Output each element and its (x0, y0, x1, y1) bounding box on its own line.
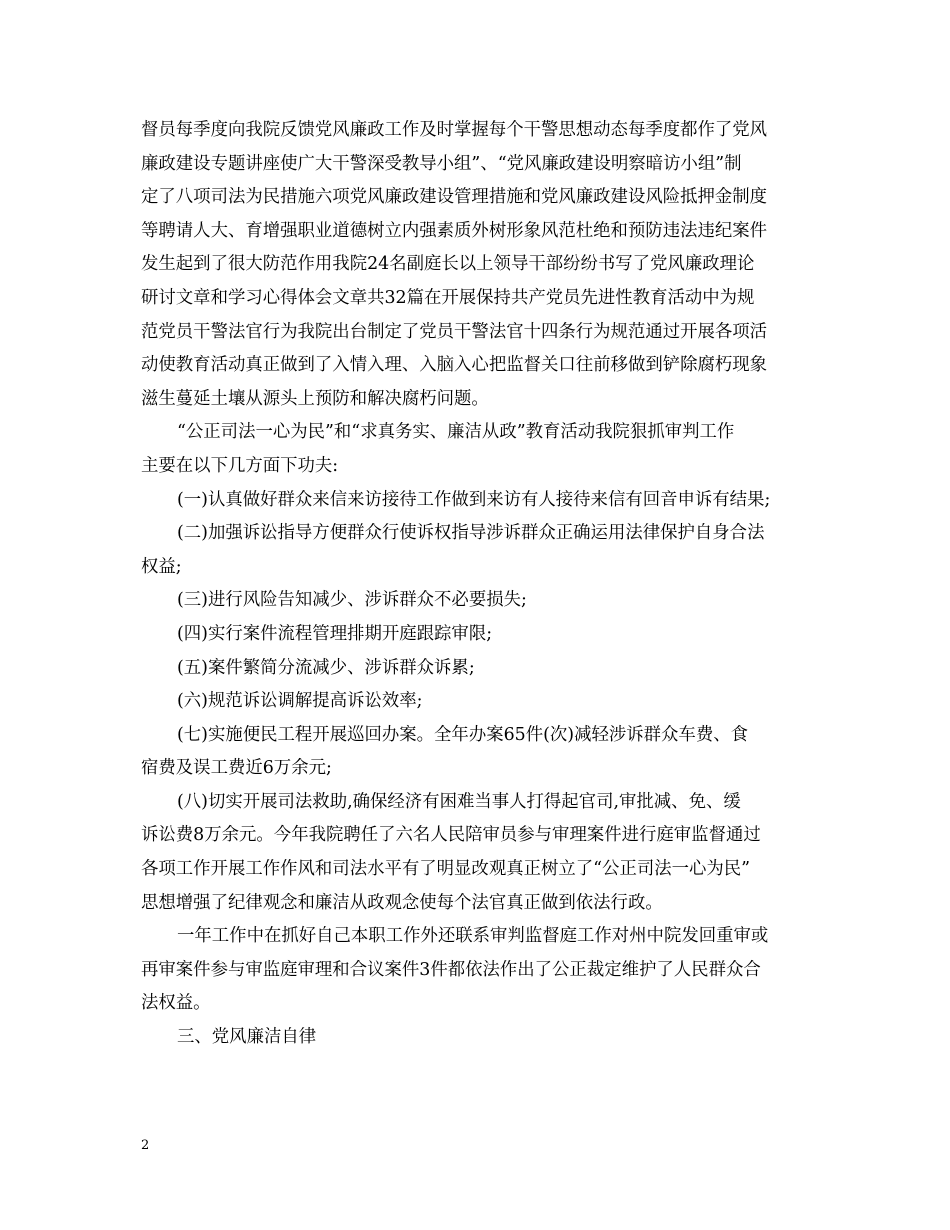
page-number: 2 (141, 1138, 150, 1153)
paragraph-first-line: “公正司法一心为民”和“求真务实、廉洁从政”教育活动我院狠抓审判工作 (177, 422, 735, 443)
text-line: 发生起到了很大防范作用我院24名副庭长以上领导干部纷纷书写了党风廉政理论 (141, 254, 755, 275)
text-line: 诉讼费8万余元。今年我院聘任了六名人民陪审员参与审理案件进行庭审监督通过 (141, 825, 761, 846)
paragraph-first-line: 一年工作中在抓好自己本职工作外还联系审判监督庭工作对州中院发回重审或 (177, 926, 769, 947)
list-item: (七)实施便民工程开展巡回办案。全年办案65件(次)减轻涉诉群众车费、食 (177, 724, 748, 745)
list-item: (一)认真做好群众来信来访接待工作做到来访有人接待来信有回音申诉有结果; (177, 489, 771, 510)
text-line: 权益; (141, 556, 182, 577)
section-heading: 三、党风廉洁自律 (177, 1027, 317, 1048)
text-line: 宿费及误工费近6万余元; (141, 758, 332, 779)
text-line: 等聘请人大、育增强职业道德树立内强素质外树形象风范杜绝和预防违法违纪案件 (141, 220, 768, 241)
text-line: 滋生蔓延土壤从源头上预防和解决腐朽问题。 (141, 388, 489, 409)
list-item: (八)切实开展司法救助,确保经济有困难当事人打得起官司,审批减、免、缓 (177, 791, 741, 812)
text-line: 再审案件参与审监庭审理和合议案件3件都依法作出了公正裁定维护了人民群众合 (141, 959, 761, 980)
text-line: 思想增强了纪律观念和廉洁从政观念使每个法官真正做到依法行政。 (141, 892, 663, 913)
list-item: (四)实行案件流程管理排期开庭跟踪审限; (177, 623, 493, 644)
text-line: 法权益。 (141, 993, 211, 1014)
text-line: 动使教育活动真正做到了入情入理、入脑入心把监督关口往前移做到铲除腐朽现象 (141, 355, 768, 376)
list-item: (三)进行风险告知减少、涉诉群众不必要损失; (177, 590, 527, 611)
list-item: (六)规范诉讼调解提高诉讼效率; (177, 691, 423, 712)
text-line: 研讨文章和学习心得体会文章共32篇在开展保持共产党员先进性教育活动中为规 (141, 287, 755, 308)
text-line: 范党员干警法官行为我院出台制定了党员干警法官十四条行为规范通过开展各项活 (141, 321, 768, 342)
text-line: 督员每季度向我院反馈党风廉政工作及时掌握每个干警思想动态每季度都作了党风 (141, 120, 768, 140)
list-item: (二)加强诉讼指导方便群众行使诉权指导涉诉群众正确运用法律保护自身合法 (177, 523, 765, 544)
body-text (141, 114, 819, 1055)
text-line: 主要在以下几方面下功夫: (141, 455, 339, 476)
text-line: 廉政建设专题讲座使广大干警深受教导小组”、“党风廉政建设明察暗访小组”制 (141, 153, 742, 174)
text-line: 各项工作开展工作作风和司法水平有了明显改观真正树立了“公正司法一心为民” (141, 859, 751, 880)
text-line: 定了八项司法为民措施六项党风廉政建设管理措施和党风廉政建设风险抵押金制度 (141, 187, 768, 208)
list-item: (五)案件繁简分流减少、涉诉群众诉累; (177, 657, 475, 678)
